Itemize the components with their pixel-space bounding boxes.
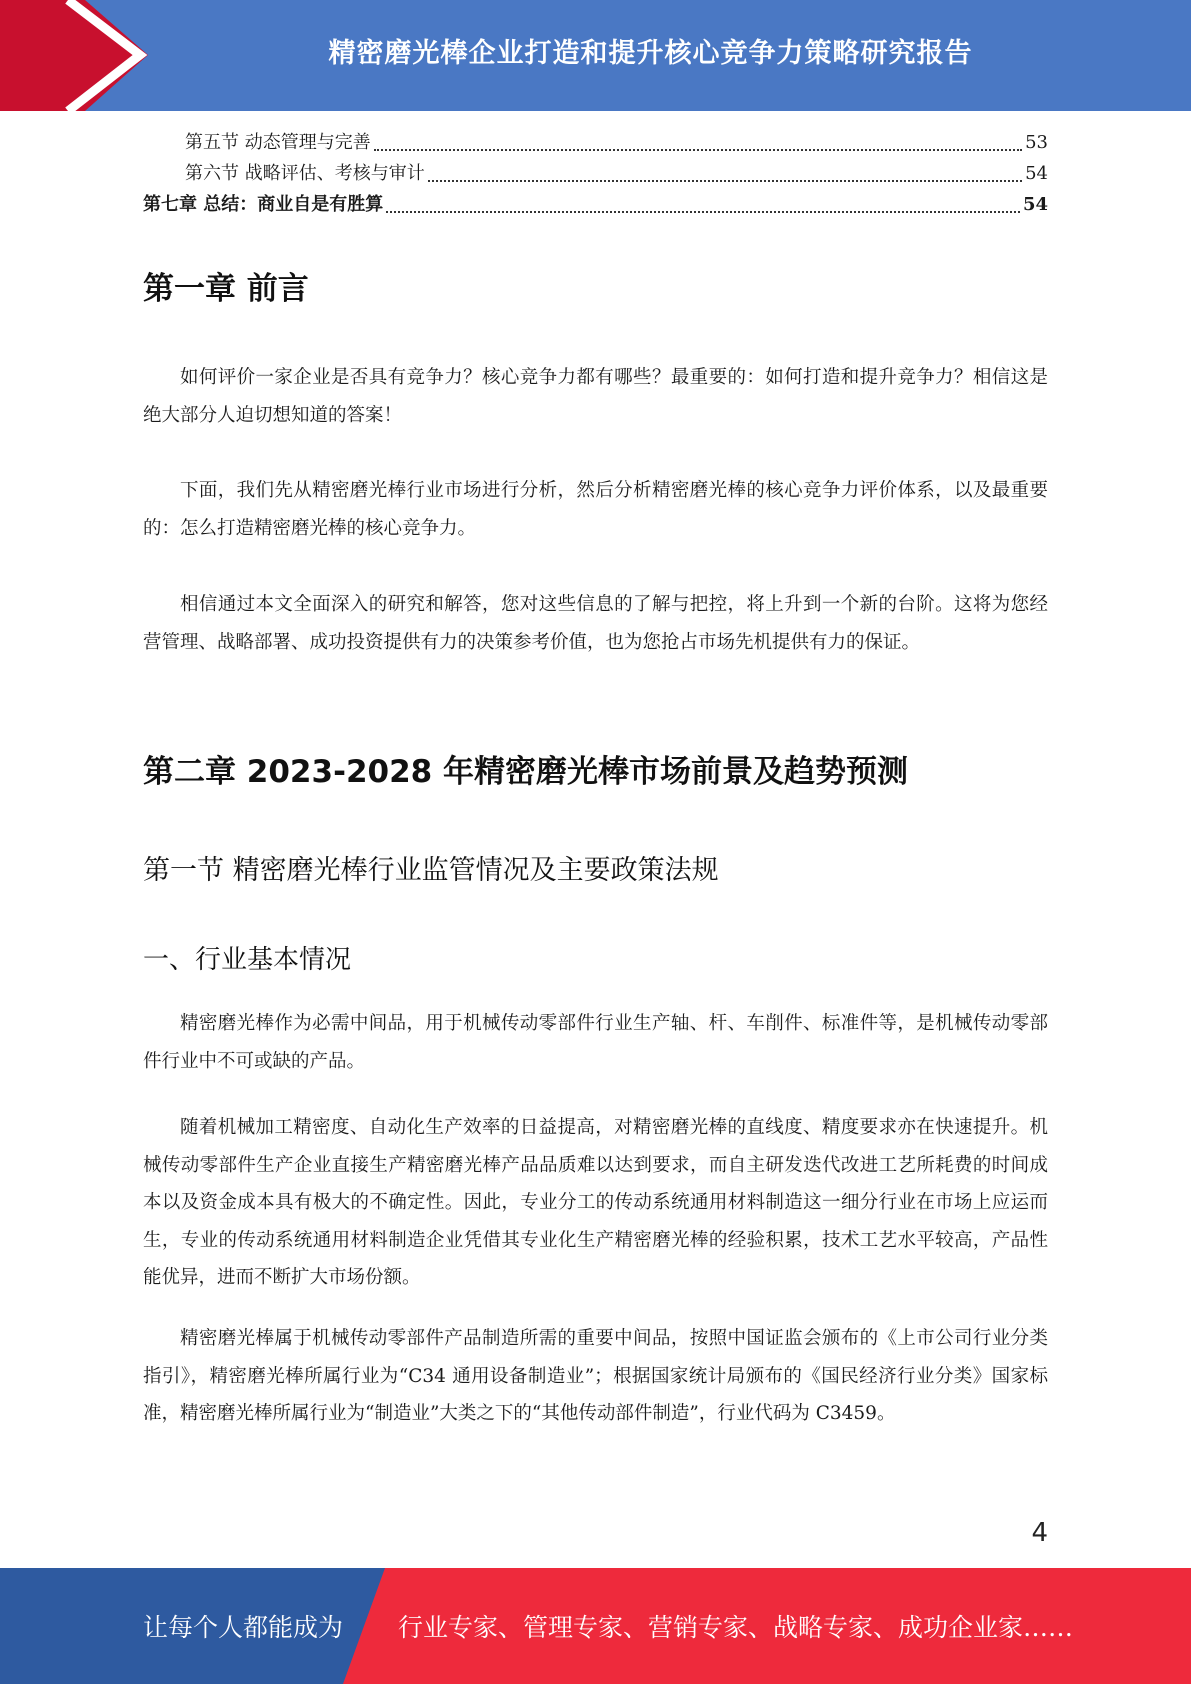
page-header — [0, 0, 1191, 111]
toc-entry-label: 第七章 总结：商业自是有胜算 — [143, 194, 384, 215]
chapter-2-heading: 第二章 2023-2028 年精密磨光棒市场前景及趋势预测 — [143, 754, 909, 790]
chapter-1-heading: 第一章 前言 — [143, 271, 309, 307]
toc-entry-page: 54 — [1025, 163, 1048, 184]
toc-entry[interactable] — [143, 128, 1048, 159]
subsection-1-paragraph: 精密磨光棒属于机械传动零部件产品制造所需的重要中间品，按照中国证监会颁布的《上市公司行业分类指引》，精密磨光棒所属行业为“C34 通用设备制造业”；根据国家统计局颁布的《国民经济行业分类》国家标准，精密磨光棒所属行业为“制造业”大类之下的“其他传动部件制造”，行业代码为 C3459。 — [143, 1328, 1048, 1424]
toc-entry[interactable] — [143, 159, 1048, 190]
page-number: 4 — [1031, 1518, 1048, 1548]
toc-entry-page: 53 — [1025, 132, 1048, 153]
toc-leader-dots — [428, 179, 1022, 182]
toc-entry-label: 第六节 战略评估、考核与审计 — [185, 163, 425, 184]
chapter-1-paragraph: 相信通过本文全面深入的研究和解答，您对这些信息的了解与把控，将上升到一个新的台阶。这将为您经营管理、战略部署、成功投资提供有力的决策参考价值，也为您抢占市场先机提供有力的保证。 — [143, 594, 1048, 653]
subsection-1-paragraph: 随着机械加工精密度、自动化生产效率的日益提高，对精密磨光棒的直线度、精度要求亦在快速提升。机械传动零部件生产企业直接生产精密磨光棒产品品质难以达到要求，而自主研发迭代改进工艺所耗费的时间成本以及资金成本具有极大的不确定性。因此，专业分工的传动系统通用材料制造这一细分行业在市场上应运而生，专业的传动系统通用材料制造企业凭借其专业化生产精密磨光棒的经验积累，技术工艺水平较高，产品性能优异，进而不断扩大市场份额。 — [143, 1117, 1048, 1288]
table-of-contents — [143, 128, 1048, 221]
toc-leader-dots — [374, 148, 1022, 151]
subsection-1-heading: 一、行业基本情况 — [143, 945, 352, 975]
footer-slogan-left: 让每个人都能成为 — [143, 1613, 344, 1642]
toc-entry[interactable] — [143, 190, 1048, 221]
footer-slogan-right: 行业专家、管理专家、营销专家、战略专家、成功企业家…… — [398, 1613, 1074, 1642]
section-1-heading: 第一节 精密磨光棒行业监管情况及主要政策法规 — [143, 855, 719, 886]
toc-entry-page: 54 — [1022, 194, 1048, 215]
chapter-1-paragraph: 如何评价一家企业是否具有竞争力？核心竞争力都有哪些？最重要的：如何打造和提升竞争力？相信这是绝大部分人迫切想知道的答案！ — [143, 367, 1048, 426]
subsection-1-paragraph: 精密磨光棒作为必需中间品，用于机械传动零部件行业生产轴、杆、车削件、标准件等，是机械传动零部件行业中不可或缺的产品。 — [143, 1013, 1048, 1072]
page-footer — [0, 1568, 1191, 1684]
toc-leader-dots — [386, 210, 1020, 213]
toc-entry-label: 第五节 动态管理与完善 — [185, 132, 371, 153]
chapter-1-paragraph: 下面，我们先从精密磨光棒行业市场进行分析，然后分析精密磨光棒的核心竞争力评价体系，以及最重要的：怎么打造精密磨光棒的核心竞争力。 — [143, 480, 1048, 539]
report-title: 精密磨光棒企业打造和提升核心竞争力策略研究报告 — [328, 37, 973, 69]
